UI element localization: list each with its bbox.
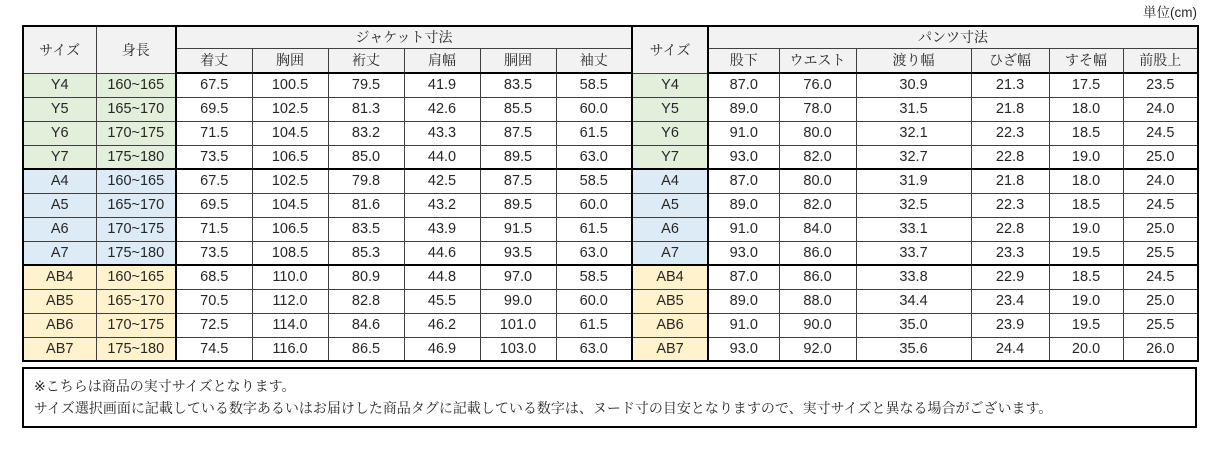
table-row	[23, 169, 1198, 193]
jacket-cell: 61.5	[556, 121, 632, 145]
col-header-waist-jacket: 胴囲	[480, 48, 556, 73]
pants-cell: 23.3	[971, 241, 1049, 265]
size-cell: A5	[632, 193, 708, 217]
jacket-cell: 43.2	[404, 193, 480, 217]
jacket-cell: 60.0	[556, 193, 632, 217]
jacket-cell: 43.3	[404, 121, 480, 145]
pants-cell: 19.0	[1049, 217, 1123, 241]
col-header-chest: 胸囲	[252, 48, 328, 73]
jacket-cell: 43.9	[404, 217, 480, 241]
pants-cell: 91.0	[708, 121, 779, 145]
jacket-cell: 69.5	[176, 97, 252, 121]
pants-cell: 80.0	[779, 169, 856, 193]
table-row	[23, 241, 1198, 265]
pants-cell: 24.5	[1123, 265, 1198, 289]
height-cell: 175~180	[96, 241, 176, 265]
pants-cell: 93.0	[708, 145, 779, 169]
jacket-cell: 106.5	[252, 217, 328, 241]
jacket-cell: 85.0	[328, 145, 404, 169]
jacket-cell: 114.0	[252, 313, 328, 337]
pants-cell: 22.8	[971, 145, 1049, 169]
size-cell: Y4	[632, 73, 708, 97]
jacket-cell: 85.3	[328, 241, 404, 265]
pants-cell: 34.4	[856, 289, 971, 313]
jacket-cell: 83.5	[480, 73, 556, 97]
jacket-cell: 61.5	[556, 313, 632, 337]
col-header-front-rise: 前股上	[1123, 48, 1198, 73]
col-header-hem-width: すそ幅	[1049, 48, 1123, 73]
pants-cell: 31.9	[856, 169, 971, 193]
jacket-cell: 68.5	[176, 265, 252, 289]
jacket-cell: 104.5	[252, 121, 328, 145]
pants-cell: 25.0	[1123, 289, 1198, 313]
pants-cell: 24.5	[1123, 121, 1198, 145]
note-line-nude-size: サイズ選択画面に記載している数字あるいはお届けした商品タグに記載している数字は、ヌード寸の目安となりますので、実寸サイズと異なる場合がございます。	[34, 400, 1053, 416]
table-row	[23, 313, 1198, 337]
jacket-cell: 80.9	[328, 265, 404, 289]
jacket-cell: 72.5	[176, 313, 252, 337]
sub-header-row	[23, 48, 1198, 73]
col-header-size-left: サイズ	[23, 26, 96, 73]
jacket-cell: 84.6	[328, 313, 404, 337]
pants-cell: 87.0	[708, 73, 779, 97]
height-cell: 170~175	[96, 313, 176, 337]
jacket-cell: 41.9	[404, 73, 480, 97]
height-cell: 175~180	[96, 337, 176, 361]
jacket-cell: 91.5	[480, 217, 556, 241]
pants-cell: 24.0	[1123, 97, 1198, 121]
jacket-cell: 71.5	[176, 217, 252, 241]
jacket-cell: 67.5	[176, 73, 252, 97]
jacket-cell: 93.5	[480, 241, 556, 265]
pants-cell: 93.0	[708, 337, 779, 361]
jacket-cell: 44.6	[404, 241, 480, 265]
size-cell: AB5	[632, 289, 708, 313]
jacket-cell: 97.0	[480, 265, 556, 289]
notes-box	[22, 367, 1197, 428]
pants-cell: 18.5	[1049, 193, 1123, 217]
table-row	[23, 145, 1198, 169]
size-cell: AB7	[23, 337, 96, 361]
size-cell: Y5	[23, 97, 96, 121]
jacket-cell: 83.5	[328, 217, 404, 241]
jacket-cell: 58.5	[556, 169, 632, 193]
pants-cell: 93.0	[708, 241, 779, 265]
pants-cell: 91.0	[708, 313, 779, 337]
pants-cell: 89.0	[708, 193, 779, 217]
size-cell: Y5	[632, 97, 708, 121]
jacket-cell: 82.8	[328, 289, 404, 313]
size-spec-table	[22, 25, 1199, 362]
pants-cell: 91.0	[708, 217, 779, 241]
col-header-thigh-width: 渡り幅	[856, 48, 971, 73]
size-cell: AB7	[632, 337, 708, 361]
size-cell: A6	[23, 217, 96, 241]
col-header-inseam: 股下	[708, 48, 779, 73]
unit-label: 単位(cm)	[1143, 5, 1197, 20]
jacket-cell: 79.8	[328, 169, 404, 193]
pants-cell: 31.5	[856, 97, 971, 121]
jacket-cell: 58.5	[556, 265, 632, 289]
jacket-cell: 101.0	[480, 313, 556, 337]
col-header-sleeve-center: 裄丈	[328, 48, 404, 73]
pants-cell: 25.0	[1123, 217, 1198, 241]
pants-cell: 86.0	[779, 241, 856, 265]
jacket-cell: 86.5	[328, 337, 404, 361]
pants-cell: 24.0	[1123, 169, 1198, 193]
pants-cell: 82.0	[779, 193, 856, 217]
pants-cell: 89.0	[708, 289, 779, 313]
height-cell: 165~170	[96, 193, 176, 217]
jacket-cell: 110.0	[252, 265, 328, 289]
jacket-cell: 69.5	[176, 193, 252, 217]
jacket-cell: 102.5	[252, 169, 328, 193]
size-cell: AB6	[23, 313, 96, 337]
size-cell: Y4	[23, 73, 96, 97]
pants-cell: 24.4	[971, 337, 1049, 361]
jacket-cell: 44.8	[404, 265, 480, 289]
jacket-cell: 46.9	[404, 337, 480, 361]
jacket-cell: 108.5	[252, 241, 328, 265]
size-chart-page	[0, 3, 1223, 458]
pants-cell: 19.5	[1049, 313, 1123, 337]
size-cell: AB5	[23, 289, 96, 313]
height-cell: 160~165	[96, 73, 176, 97]
col-group-jacket: ジャケット寸法	[176, 26, 632, 48]
pants-cell: 21.8	[971, 97, 1049, 121]
jacket-cell: 60.0	[556, 289, 632, 313]
jacket-cell: 58.5	[556, 73, 632, 97]
jacket-cell: 73.5	[176, 145, 252, 169]
jacket-cell: 61.5	[556, 217, 632, 241]
pants-cell: 19.5	[1049, 241, 1123, 265]
size-cell: A5	[23, 193, 96, 217]
col-header-sleeve: 袖丈	[556, 48, 632, 73]
table-row	[23, 289, 1198, 313]
jacket-cell: 81.3	[328, 97, 404, 121]
jacket-cell: 106.5	[252, 145, 328, 169]
pants-cell: 23.9	[971, 313, 1049, 337]
size-cell: A6	[632, 217, 708, 241]
table-row	[23, 97, 1198, 121]
pants-cell: 92.0	[779, 337, 856, 361]
jacket-cell: 42.5	[404, 169, 480, 193]
height-cell: 160~165	[96, 265, 176, 289]
pants-cell: 25.5	[1123, 313, 1198, 337]
col-header-waist-pants: ウエスト	[779, 48, 856, 73]
col-header-shoulder: 肩幅	[404, 48, 480, 73]
pants-cell: 87.0	[708, 265, 779, 289]
jacket-cell: 87.5	[480, 121, 556, 145]
jacket-cell: 100.5	[252, 73, 328, 97]
table-row	[23, 73, 1198, 97]
jacket-cell: 42.6	[404, 97, 480, 121]
pants-cell: 22.3	[971, 193, 1049, 217]
pants-cell: 26.0	[1123, 337, 1198, 361]
col-header-size-middle: サイズ	[632, 26, 708, 73]
pants-cell: 24.5	[1123, 193, 1198, 217]
pants-cell: 32.7	[856, 145, 971, 169]
size-cell: A4	[23, 169, 96, 193]
pants-cell: 18.0	[1049, 97, 1123, 121]
size-table-body	[23, 73, 1198, 361]
pants-cell: 25.5	[1123, 241, 1198, 265]
jacket-cell: 74.5	[176, 337, 252, 361]
note-line-actual-size: ※こちらは商品の実寸サイズとなります。	[34, 378, 296, 394]
pants-cell: 33.1	[856, 217, 971, 241]
pants-cell: 32.5	[856, 193, 971, 217]
jacket-cell: 67.5	[176, 169, 252, 193]
pants-cell: 22.8	[971, 217, 1049, 241]
jacket-cell: 63.0	[556, 145, 632, 169]
size-cell: Y6	[632, 121, 708, 145]
height-cell: 170~175	[96, 217, 176, 241]
pants-cell: 80.0	[779, 121, 856, 145]
pants-cell: 78.0	[779, 97, 856, 121]
pants-cell: 90.0	[779, 313, 856, 337]
pants-cell: 84.0	[779, 217, 856, 241]
group-header-row	[23, 26, 1198, 48]
jacket-cell: 44.0	[404, 145, 480, 169]
pants-cell: 20.0	[1049, 337, 1123, 361]
col-header-height: 身長	[96, 26, 176, 73]
pants-cell: 18.5	[1049, 121, 1123, 145]
pants-cell: 33.8	[856, 265, 971, 289]
jacket-cell: 89.5	[480, 193, 556, 217]
pants-cell: 30.9	[856, 73, 971, 97]
jacket-cell: 79.5	[328, 73, 404, 97]
pants-cell: 17.5	[1049, 73, 1123, 97]
table-row	[23, 337, 1198, 361]
height-cell: 165~170	[96, 289, 176, 313]
table-row	[23, 193, 1198, 217]
size-cell: Y7	[632, 145, 708, 169]
pants-cell: 33.7	[856, 241, 971, 265]
jacket-cell: 85.5	[480, 97, 556, 121]
size-cell: A7	[23, 241, 96, 265]
height-cell: 175~180	[96, 145, 176, 169]
pants-cell: 76.0	[779, 73, 856, 97]
jacket-cell: 103.0	[480, 337, 556, 361]
col-group-pants: パンツ寸法	[708, 26, 1198, 48]
pants-cell: 35.6	[856, 337, 971, 361]
pants-cell: 23.5	[1123, 73, 1198, 97]
pants-cell: 21.8	[971, 169, 1049, 193]
jacket-cell: 104.5	[252, 193, 328, 217]
col-header-jacket-length: 着丈	[176, 48, 252, 73]
pants-cell: 82.0	[779, 145, 856, 169]
height-cell: 165~170	[96, 97, 176, 121]
jacket-cell: 112.0	[252, 289, 328, 313]
jacket-cell: 46.2	[404, 313, 480, 337]
jacket-cell: 63.0	[556, 241, 632, 265]
pants-cell: 35.0	[856, 313, 971, 337]
pants-cell: 87.0	[708, 169, 779, 193]
size-cell: AB4	[632, 265, 708, 289]
jacket-cell: 70.5	[176, 289, 252, 313]
pants-cell: 19.0	[1049, 289, 1123, 313]
pants-cell: 89.0	[708, 97, 779, 121]
pants-cell: 25.0	[1123, 145, 1198, 169]
pants-cell: 22.3	[971, 121, 1049, 145]
jacket-cell: 63.0	[556, 337, 632, 361]
pants-cell: 21.3	[971, 73, 1049, 97]
jacket-cell: 73.5	[176, 241, 252, 265]
pants-cell: 19.0	[1049, 145, 1123, 169]
jacket-cell: 89.5	[480, 145, 556, 169]
height-cell: 170~175	[96, 121, 176, 145]
height-cell: 160~165	[96, 169, 176, 193]
col-header-knee-width: ひざ幅	[971, 48, 1049, 73]
jacket-cell: 102.5	[252, 97, 328, 121]
size-cell: A4	[632, 169, 708, 193]
jacket-cell: 87.5	[480, 169, 556, 193]
table-row	[23, 265, 1198, 289]
jacket-cell: 60.0	[556, 97, 632, 121]
pants-cell: 32.1	[856, 121, 971, 145]
pants-cell: 22.9	[971, 265, 1049, 289]
jacket-cell: 83.2	[328, 121, 404, 145]
table-row	[23, 217, 1198, 241]
size-cell: AB6	[632, 313, 708, 337]
jacket-cell: 45.5	[404, 289, 480, 313]
size-cell: AB4	[23, 265, 96, 289]
pants-cell: 88.0	[779, 289, 856, 313]
pants-cell: 18.0	[1049, 169, 1123, 193]
jacket-cell: 81.6	[328, 193, 404, 217]
size-cell: Y6	[23, 121, 96, 145]
pants-cell: 86.0	[779, 265, 856, 289]
size-cell: A7	[632, 241, 708, 265]
table-row	[23, 121, 1198, 145]
size-cell: Y7	[23, 145, 96, 169]
jacket-cell: 116.0	[252, 337, 328, 361]
pants-cell: 23.4	[971, 289, 1049, 313]
jacket-cell: 71.5	[176, 121, 252, 145]
pants-cell: 18.5	[1049, 265, 1123, 289]
jacket-cell: 99.0	[480, 289, 556, 313]
